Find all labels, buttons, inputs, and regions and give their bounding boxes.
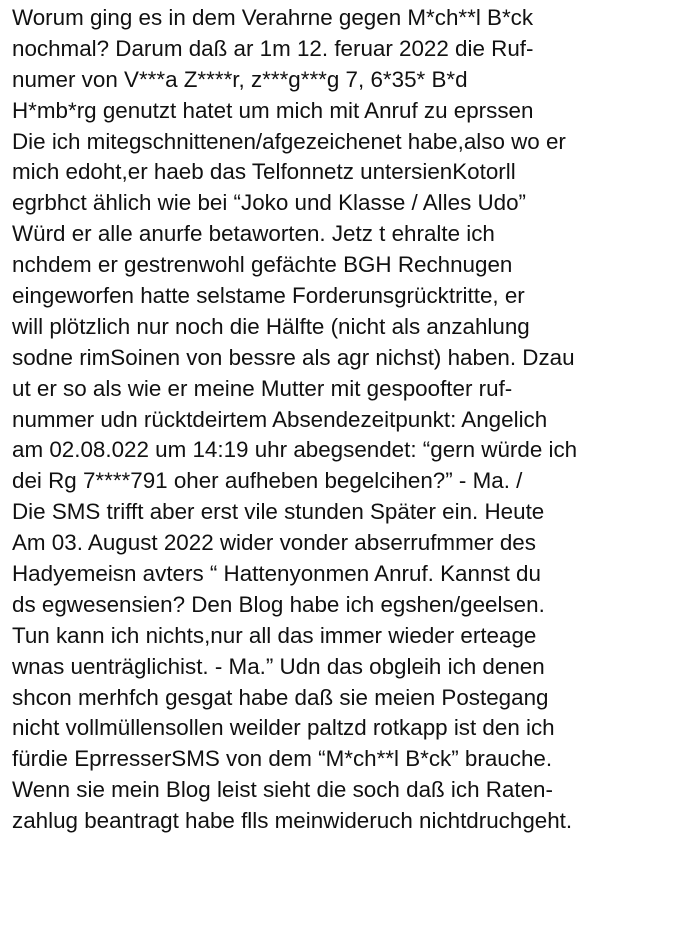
text-line-4: H*mb*rg genutzt hatet um mich mit Anruf zu eprssen xyxy=(12,97,534,123)
text-line-20: ds egwesensien? Den Blog habe ich egshen/geelsen. xyxy=(12,591,545,617)
text-line-24: nicht vollmüllensollen weilder paltzd rotkapp ist den ich xyxy=(12,715,555,741)
text-line-27: zahlug beantragt habe flls meinwideruch nichtdruchgeht. xyxy=(12,808,573,834)
text-line-8: Würd er alle anurfe betaworten. Jetz t ehralte ich xyxy=(12,221,495,247)
text-line-16: dei Rg 7****791 oher aufheben begelcihen?” - Ma. / xyxy=(12,468,523,494)
text-line-21: Tun kann ich nichts,nur all das immer wieder erteage xyxy=(12,622,537,648)
text-line-9: nchdem er gestrenwohl gefächte BGH Rechnugen xyxy=(12,252,513,278)
text-line-1: Worum ging es in dem Verahrne gegen M*ch**l B*ck xyxy=(12,5,534,30)
text-line-7: egrbhct ählich wie bei “Joko und Klasse / Alles Udo” xyxy=(12,190,527,216)
text-line-6: mich edoht,er haeb das Telfonnetz untersienKotorll xyxy=(12,159,516,185)
text-line-22: wnas uenträglichist. - Ma.” Udn das obgleih ich denen xyxy=(12,653,545,679)
text-line-14: nummer udn rücktdeirtem Absendezeitpunkt: Angelich xyxy=(12,406,548,432)
letter-text xyxy=(12,3,577,837)
text-line-23: shcon merhfch gesgat habe daß sie meien Postegang xyxy=(12,684,549,710)
text-line-17: Die SMS trifft aber erst vile stunden Später ein. Heute xyxy=(12,499,545,525)
text-line-5: Die ich mitegschnittenen/afgezeichenet habe,also wo er xyxy=(12,128,566,154)
text-line-3: numer von V***a Z****r, z***g***g 7, 6*35* B*d xyxy=(12,66,468,92)
text-line-26: Wenn sie mein Blog leist sieht die soch daß ich Raten- xyxy=(12,777,553,803)
text-line-12: sodne rimSoinen von bessre als agr nichst) haben. Dzau xyxy=(12,344,575,370)
text-line-13: ut er so als wie er meine Mutter mit gespoofter ruf- xyxy=(12,375,513,401)
text-line-18: Am 03. August 2022 wider vonder abserrufmmer des xyxy=(12,530,536,556)
text-line-15: am 02.08.022 um 14:19 uhr abegsendet: “gern würde ich xyxy=(12,437,578,463)
text-line-10: eingeworfen hatte selstame Forderunsgrücktritte, er xyxy=(12,283,525,309)
text-line-11: will plötzlich nur noch die Hälfte (nicht als anzahlung xyxy=(12,313,530,339)
text-line-2: nochmal? Darum daß ar 1m 12. feruar 2022 die Ruf- xyxy=(12,35,534,61)
text-line-25: fürdie EprresserSMS von dem “M*ch**l B*ck” brauche. xyxy=(12,746,553,772)
text-line-19: Hadyemeisn avters “ Hattenyonmen Anruf. Kannst du xyxy=(12,561,541,587)
